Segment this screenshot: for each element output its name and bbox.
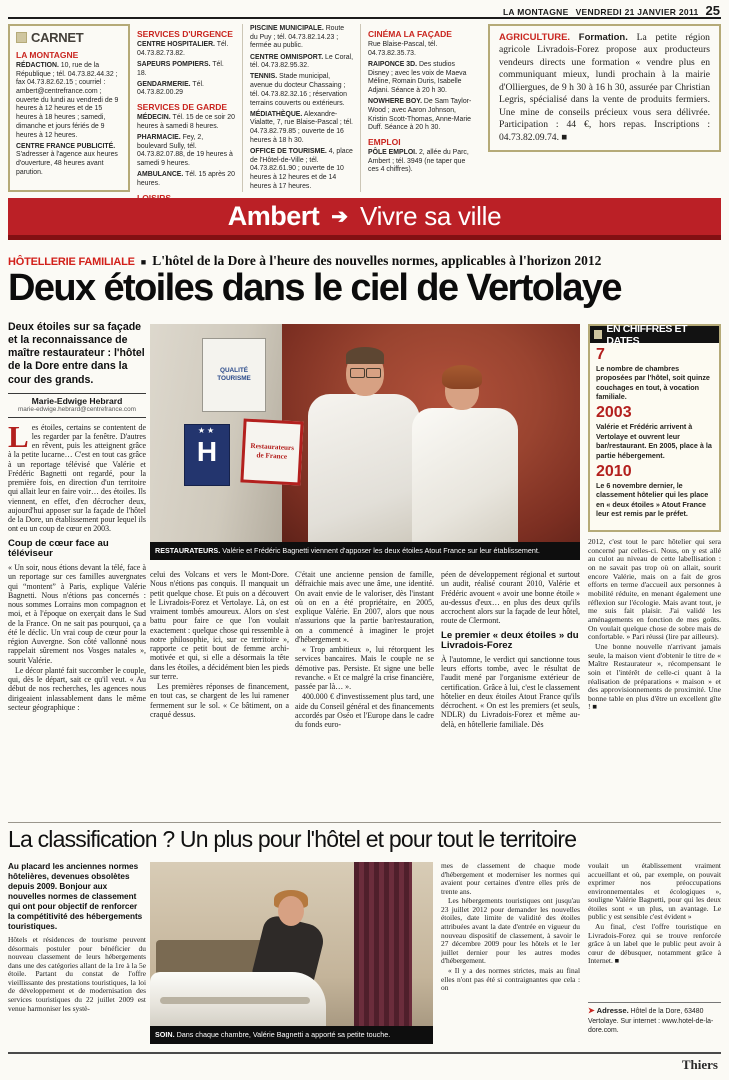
edition-label: Thiers (681, 1057, 718, 1072)
byline-name: Marie-Edwige Hebrard (31, 396, 123, 407)
directory-entry: PHARMACIE. Fey, 2, boulevard Sully, tél. 04.73.82.07.88, de 19 heures à samedi 9 heures. (137, 134, 233, 168)
article-paragraph: Les premières réponses de financement, en tout cas, se chargent de les lui ramener fermement sur le sol. « Ce bâtiment, on a craqué dessus. (150, 682, 289, 719)
address-text: Hôtel de la Dore, 63480 Vertolaye. Sur internet : www.hotel-de-la-dore.com. (588, 1008, 714, 1035)
directory-entry: CENTRE FRANCE PUBLICITÉ. S'adresser à l'agence aux heures d'ouverture, 48 heures avant parution. (16, 142, 118, 176)
masthead (503, 3, 720, 18)
glasses-icon (350, 368, 365, 378)
article-column-5 (588, 538, 721, 820)
stats-box (588, 324, 721, 532)
carnet-column-cinema (360, 24, 482, 192)
qualite-tourisme-plaque: QUALITÉ TOURISME (202, 338, 266, 412)
stat-number: 2003 (596, 404, 632, 422)
carnet-box (8, 24, 130, 192)
article-paragraph: « Un soir, nous étions devant la télé, face à un reportage sur ces familles auvergnates qui “montent” à Paris, explique Valérie Bagnetti. Nous n'étions pas concernés : nous sommes Lorrains mon compagnon et moi, et à l'époque on exerçait dans le Sud de la France. On ne sait pas pourquoi, ça a été le déclic. Un vrai coup de cœur pour la région Auvergne. Son côté vallonné nous rappelait sûrement nos Vosges natales », sourit Valérie. (8, 563, 146, 665)
directory-entry: OFFICE DE TOURISME. 4, place de l'Hôtel-de-Ville ; tél. 04.73.82.61.90 ; ouverte de 10 heures à 12 heures et de 14 heures à 17 heures. (250, 147, 353, 190)
page-number: 25 (705, 3, 720, 18)
section-heading: EMPLOI (368, 136, 401, 147)
man-hair (346, 347, 384, 364)
carnet-title: CARNET (16, 30, 122, 45)
photo-person-man-body (308, 394, 420, 542)
banner-city-label: Ambert (227, 201, 320, 231)
directory-entry: RAIPONCE 3D. Des studios Disney ; avec les voix de Maeva Méline, Romain Duris, Isabelle Adjani. Séance à 20 h 30. (368, 60, 467, 94)
stat-item (590, 460, 719, 518)
secondary-photo-image (150, 862, 433, 1026)
main-headline: Deux étoiles dans le ciel de Vertolaye (8, 267, 621, 309)
section-heading: SERVICES DE GARDE (137, 102, 228, 113)
secondary-headline: La classification ? Un plus pour l'hôtel et pour tout le territoire (8, 826, 577, 852)
carnet-strip (8, 24, 721, 192)
section-heading: LA MONTAGNE (16, 50, 79, 60)
brief-lead: Formation. (578, 32, 628, 43)
article-paragraph: À l'automne, le verdict qui sanctionne tous leurs efforts tombe, avec le résultat de l'audit mené par l'organisme extérieur de certification. Grâce à lui, c'est le classement hôtelier en deux étoiles Atout France qu'ils décrochent. « On est les premiers (et seuls, NDLR) du Livradois-Forez et même au-delà, en hôtellerie familiale. Dès (441, 654, 580, 729)
article-paragraph: 2012, c'est tout le parc hôtelier qui sera concerné par celles-ci. Nous, on y est allé au culot au niveau de cette labellisation : on ne savait pas trop où on allait, sourit encore Valérie, mais on a fait de gros efforts en terme d'accueil aux personnes à mobilité réduite, en menant également une réflexion sur l'écologie. Mais avant tout, je me suis fait plaisir. J'ai validé les aménagements en fonction de mes goûts. On voulait quelque chose de sobre mais de confortable. » Pari réussi (lire par ailleurs). (588, 538, 721, 642)
footer-rule (8, 1052, 721, 1054)
secondary-intro: Au placard les anciennes normes hôtelières, devenues obsolètes depuis 2009. Bonjour aux nouvelles normes de classement qui ont pour objectif de renforcer la compétitivité des hébergements touristiques. (8, 862, 143, 931)
byline-email: marie-edwige.hebrard@centrefrance.com (17, 406, 137, 414)
article-column-2 (150, 570, 289, 820)
section-heading: CINÉMA LA FAÇADE (368, 29, 452, 39)
directory-entry: NOWHERE BOY. De Sam Taylor-Wood ; avec Aaron Johnson, Kristin Scott-Thomas, Anne-Marie Duff. Séance à 20 h 30. (368, 98, 472, 132)
secondary-photo-caption: SOIN. Dans chaque chambre, Valérie Bagnetti a apporté sa petite touche. (150, 1026, 433, 1044)
square-bullet-icon (594, 330, 602, 339)
stat-text: Le 6 novembre dernier, le classement hôtelier qui les place en « deux étoiles » Atout France leur est remis par le préfet. (596, 480, 709, 518)
hotel-h-plaque (184, 424, 230, 486)
kicker-text: L'hôtel de la Dore à l'heure des nouvelles normes, applicables à l'horizon 2012 (152, 253, 602, 268)
article-paragraph: 400.000 € d'investissement plus tard, une aide du Conseil général et des financements accordés par Oséo et l'Europe dans le cadre du fonds euro- (295, 692, 434, 729)
article-paragraph: Les hébergements touristiques ont jusqu'au 23 juillet 2012 pour demander les nouvelles étoiles, date limite de validité des étoiles attribuées avant la date d'entrée en vigueur du nouveau dispositif de classement, à savoir le 27 décembre 2009 pour les hôtels et le 1er juillet dernier pour les autres modes d'hébergement. (441, 896, 580, 966)
directory-entry: PÔLE EMPLOI. 2, allée du Parc, Ambert ; tél. 3949 (ne taper que ces 4 chiffres). (368, 148, 469, 174)
square-bullet-icon (16, 32, 27, 43)
address-label: Adresse. (596, 1006, 629, 1015)
main-photo-caption: RESTAURATEURS. Valérie et Frédéric Bagnetti viennent d'apposer les deux étoiles Atout France sur leur établissement. (150, 542, 580, 560)
article-column-1 (8, 320, 146, 820)
address-note (588, 1002, 721, 1035)
stat-item (590, 343, 719, 401)
photo-curtain (354, 862, 412, 1026)
stat-number: 2010 (596, 462, 632, 480)
article-paragraph: Au final, c'est l'offre touristique en Livradois-Forez qui se trouve renforcée grâce à un label que le public peut avoir à cœur de débusquer, notamment grâce à Internet. ■ (588, 922, 721, 966)
city-banner (8, 198, 721, 240)
photo-person-woman-head (445, 370, 479, 410)
directory-entry: AMBULANCE. Tél. 15 après 20 heures. (137, 171, 235, 187)
article-column-3 (295, 570, 434, 820)
drop-cap: L (8, 418, 29, 454)
article-paragraph: « Il y a des normes strictes, mais au final elles n'ont pas été si contraignantes que cela : on (441, 965, 580, 993)
hotel-h-letter: H (196, 436, 218, 467)
secondary-column-4 (441, 862, 580, 1046)
photo-person-valerie-head (278, 896, 304, 926)
carnet-column-loisirs (242, 24, 360, 192)
article-paragraph: Une bonne nouvelle n'arrivant jamais seule, la maison vient d'obtenir le titre de « Maître Restaurateur », récompensant le soin et l'intérêt de celle-ci quant à la réalisation de préparations « maison » et des approvisionnements de proximité. Une bonne table en plus d'être un excellent gîte ! ■ (588, 641, 721, 712)
photo-person-man-head (346, 350, 384, 396)
square-bullet-icon: ■ (140, 257, 147, 267)
stat-text: Valérie et Frédéric arrivent à Vertolaye et ouvrent leur bar/restaurant. En 2005, place à la partie hébergement. (596, 422, 712, 460)
carnet-column-urgence (130, 24, 242, 192)
secondary-column-1 (8, 862, 146, 1046)
photo-person-woman-body (412, 408, 518, 542)
directory-entry: PISCINE MUNICIPALE. Route du Puy ; tél. 04.73.82.14.23 ; fermée au public. (250, 25, 345, 50)
article-paragraph: péen de développement régional et surtout un audit, réalisé courant 2010, Valérie et Frédéric avouent « avoir une bonne étoile » au-dessus d'eux… en plus des deux qu'ils accrochent alors sur la façade de leur hôtel, route de Clermont. (441, 570, 580, 626)
brief-text: La petite région agricole Livradois-Forez propose aux producteurs vendeurs directs une formation « vendre plus en communiquant mieux, lundi prochain à la mairie d'Olliergues, de 9 h 30 à 16 h 30, assurée par Christian Legris, spécialisé dans la vente de produits fermiers. Une mine de conseils précieux vous sera délivrée. Participation : 44 €, hors repas. Inscriptions : 04.73.82.09.74. ■ (499, 32, 710, 143)
main-photo-image (150, 324, 580, 542)
directory-entry: Rue Blaise-Pascal, tél. 04.73.82.35.73. (368, 41, 438, 57)
main-photo (150, 324, 580, 560)
brief-kicker: AGRICULTURE. (499, 32, 571, 43)
article-paragraph: celui des Volcans et vers le Mont-Dore. Nous n'étions pas conquis. Il manquait un petit quelque chose. Et puis on a découvert le Livradois-Forez et Vertolaye. Là, on est vraiment tombés amoureux. Alors on s'est battu pour faire ce que l'on voulait exactement : quelque chose qui ressemble à notre philosophie, ici, sur ce territoire », rapporte ce petit bout de femme archi-motivée et qui, si elle a désormais la tête dans les étoiles, a décidément bien les pieds sur terre. (150, 570, 289, 681)
directory-entry: CENTRE OMNISPORT. Le Coral, tél. 04.73.82.95.32. (250, 53, 354, 70)
directory-entry: MÉDECIN. Tél. 15 de ce soir 20 heures à samedi 8 heures. (137, 114, 235, 130)
section-divider (8, 822, 721, 823)
masthead-date: VENDREDI 21 JANVIER 2011 (575, 7, 699, 17)
restaurateurs-plaque: Restaurateurs de France (240, 418, 303, 485)
article-column-4 (441, 570, 580, 820)
article-paragraph: C'était une ancienne pension de famille, défraichie mais avec une âme, une identité. On avait envie de le valoriser, dès l'instant où on en a été propriétaire, en 2005, explique Valérie. En 2007, alors que nous n'assurions que la partie bar/restauration, on a commencé à imaginer le projet d'hébergement ». (295, 570, 434, 644)
article-paragraph: mes de classement de chaque mode d'hébergement et moderniser les normes qui avaient pour certaines d'entre elles près de trente ans. (441, 862, 580, 896)
directory-entry: CENTRE HOSPITALIER. Tél. 04.73.82.73.82. (137, 41, 229, 57)
article-subhead: Le premier « deux étoiles » du Livradois-Forez (441, 629, 579, 652)
address-arrow-icon: ➤ (588, 1006, 595, 1015)
woman-hair (442, 365, 482, 389)
banner-tagline: Vivre sa ville (360, 201, 502, 231)
article-paragraph: Les étoiles, certains se contentent de les regarder par la fenêtre. D'autres en rêvent, puis les atteignent grâce à la petite lucarne… C'est en tout cas grâce à un reportage télévisé que Valérie et Frédéric Bagnetti ont regardé, pour la première fois, en direction d'un territoire qui allait leur en faire voir… des étoiles. Ils viennent, en effet, d'en décrocher deux, aujourd'hui apposer sur la façade de l'hôtel de la Dore, un établissement pour lequel ils ont eu un coup de cœur en 2003. (8, 418, 146, 534)
section-heading: SERVICES D'URGENCE (137, 29, 233, 39)
directory-entry: SAPEURS POMPIERS. Tél. 18. (137, 60, 224, 77)
stat-item (590, 401, 719, 459)
directory-entry: TENNIS. Stade municipal, avenue du docteur Chassaing ; tél. 04.73.82.32.16 ; réservation terrains couverts ou extérieurs. (250, 73, 347, 107)
byline (8, 393, 146, 418)
directory-entry: GENDARMERIE. Tél. 04.73.82.00.29 (137, 80, 204, 97)
agriculture-brief (488, 24, 721, 152)
masthead-paper: LA MONTAGNE (502, 7, 569, 17)
article-subhead: Coup de cœur face au téléviseur (8, 537, 109, 560)
directory-entry: MÉDIATHÈQUE. Alexandre-Vialatte, 7, rue Blaise-Pascal ; tél. 04.73.82.79.85 ; ouverte de 16 heures à 18 h 30. (250, 110, 353, 144)
secondary-column-5 (588, 862, 721, 998)
article-paragraph: voulait un établissement vraiment accueillant et où, par exemple, on pouvait exprimer nos préoccupations environnementales et écologiques », souligne Valérie Bagnetti, pour qui les deux étoiles sont « un plus, un avantage. Le public y est sensible c'est évident » (588, 862, 721, 922)
stat-number: 7 (596, 346, 605, 363)
masthead-rule (8, 17, 721, 19)
directory-entry: RÉDACTION. 10, rue de la République ; tél. 04.73.82.44.32 ; fax 04.73.82.62.15 ; courriel : ambert@centrefrance.com ; ouverte du lundi au vendredi de 9 heures à 12 heures et de 15 heures à 18 heures ; samedi, dimanche et jours fériés de 9 heures à 12 heures. (16, 62, 119, 139)
secondary-photo (150, 862, 433, 1044)
arrow-right-icon: ➔ (331, 206, 348, 228)
photo-bed-fold (160, 997, 310, 1004)
stars-icon: ★★ (197, 426, 217, 435)
article-paragraph: Le décor planté fait succomber le couple, qui, dès le départ, sait ce qu'il veut. « Au début de nos recherches, les agences nous dirigeaient inlassablement dans le même secteur géographique : (8, 665, 146, 712)
stats-box-title: EN CHIFFRES ET DATES (590, 326, 719, 343)
kicker-label: HÔTELLERIE FAMILIALE (8, 256, 135, 268)
article-paragraph: « Trop ambitieux », lui rétorquent les services bancaires. Mais le couple ne se démotive pas. Persiste. Et signe une belle revanche. « Et ce malgré la crise financière, passée par là… ». (295, 645, 434, 691)
article-paragraph: Hôtels et résidences de tourisme peuvent désormais postuler pour bénéficier du nouveau classement de leurs hébergements dans une des catégories allant de la 1re à la 5e étoile. Partant du constat de l'offre vieillissante des prestations touristiques, la loi de développement et de modernisation des services touristiques du 22 juillet 2009 est venue harmoniser les systè- (8, 935, 146, 1013)
stat-text: Le nombre de chambres proposées par l'hôtel, soit quinze couchages en tout, à vocation familiale. (596, 364, 710, 402)
article-intro: Deux étoiles sur sa façade et la reconnaissance de maître restaurateur : l'hôtel de la Dore entre dans la cour des grands. (8, 321, 145, 386)
